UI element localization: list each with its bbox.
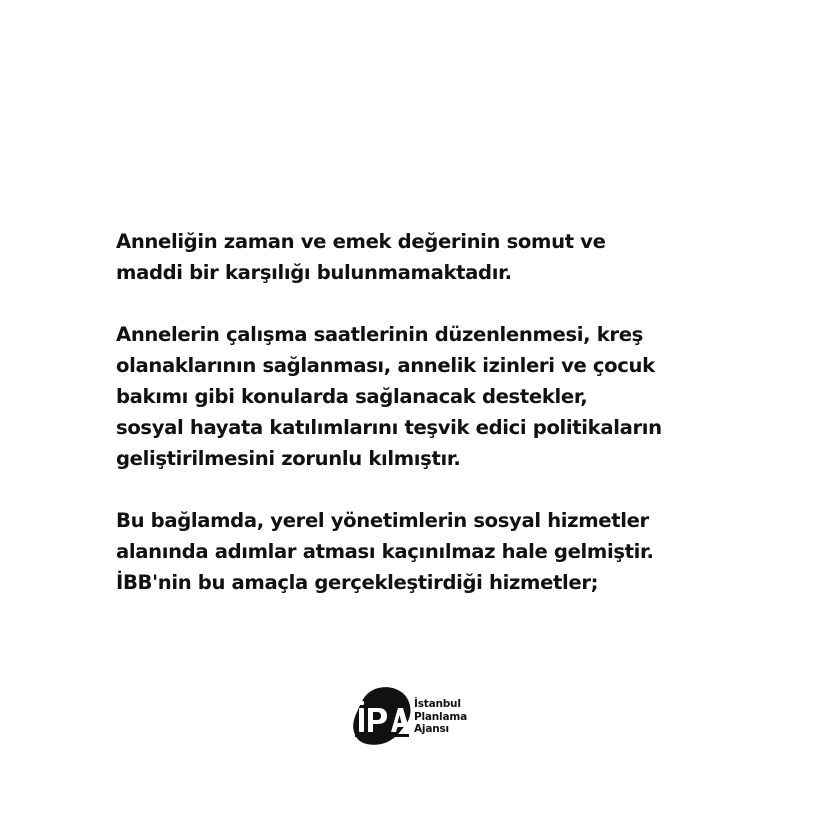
paragraph-2 (116, 319, 796, 474)
paragraph-line: olanaklarının sağlanması, annelik izinleri ve çocuk (116, 354, 655, 377)
logo-line: İstanbul (414, 698, 461, 710)
paragraph-line: İBB'nin bu amaçla gerçekleştirdiği hizmetler; (116, 571, 599, 594)
ipa-logo (351, 686, 467, 748)
paragraph-1 (116, 226, 796, 288)
paragraph-line: maddi bir karşılığı bulunmamaktadır. (116, 261, 512, 284)
paragraph-3 (116, 505, 796, 598)
paragraph-line: geliştirilmesini zorunlu kılmıştır. (116, 447, 461, 470)
ipa-logo-mark-icon (351, 686, 415, 748)
main-text-block (116, 226, 796, 598)
logo-line: Planlama (414, 710, 467, 723)
paragraph-line: sosyal hayata katılımlarını teşvik edici politikaların (116, 416, 662, 439)
logo-line: Ajansı (414, 723, 449, 735)
paragraph-line: Annelerin çalışma saatlerinin düzenlenmesi, kreş (116, 323, 643, 346)
ipa-logo-wordmark (414, 698, 467, 736)
paragraph-line: alanında adımlar atması kaçınılmaz hale gelmiştir. (116, 540, 654, 563)
paragraph-line: bakımı gibi konularda sağlanacak destekler, (116, 385, 588, 408)
paragraph-line: Bu bağlamda, yerel yönetimlerin sosyal hizmetler (116, 509, 649, 532)
paragraph-line: Anneliğin zaman ve emek değerinin somut ve (116, 230, 606, 253)
